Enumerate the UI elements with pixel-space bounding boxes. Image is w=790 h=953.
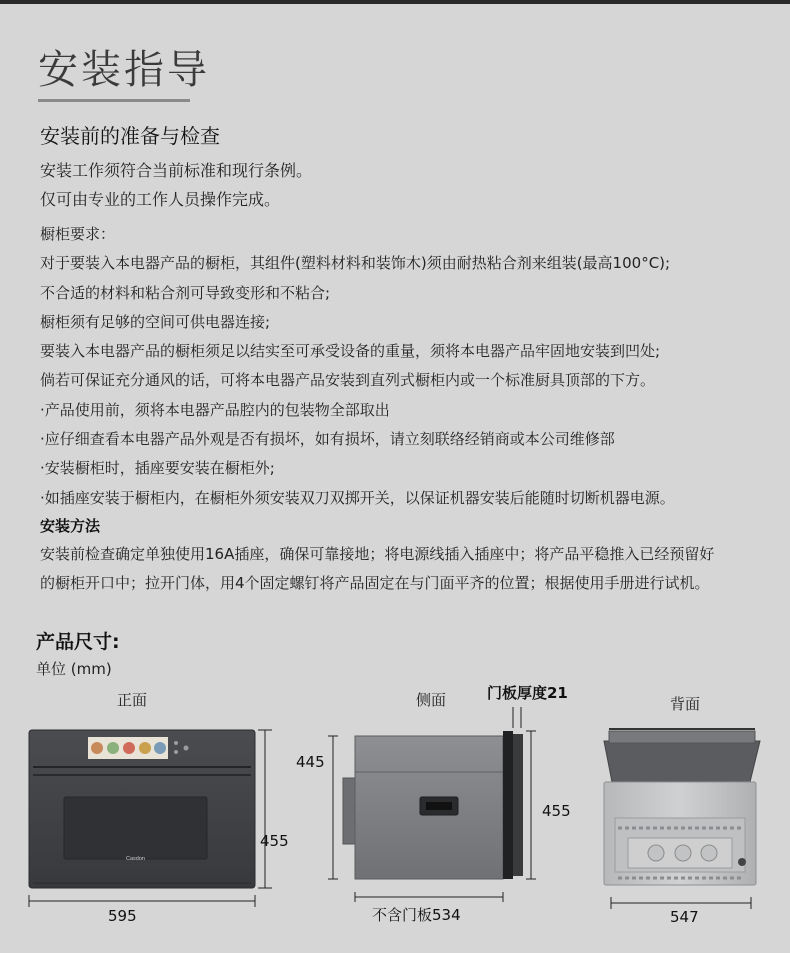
side-top-value: 445 [296,753,325,771]
req-line: 橱柜要求： [40,225,116,243]
intro-line: 安装工作须符合当前标准和现行条例。 [40,161,313,180]
method-line: 安装前检查确定单独使用16A插座，确保可靠接地；将电源线插入插座中；将产品平稳推入已经预留好 [40,545,715,563]
front-height-value: 455 [260,832,289,850]
section-heading-prep: 安装前的准备与检查 [40,124,220,148]
back-view-oven [604,729,760,885]
front-view-label: 正面 [117,691,148,709]
intro-line: 仅可由专业的工作人员操作完成。 [40,190,281,209]
front-view-oven [29,730,255,888]
page-title: 安装指导 [38,47,210,93]
req-line: 要装入本电器产品的橱柜须足以结实至可承受设备的重量，须将本电器产品牢固地安装到凹处; [40,342,661,361]
back-width-value: 547 [670,908,699,926]
req-line: 橱柜须有足够的空间可供电器连接; [40,312,271,331]
side-view-oven [343,731,523,879]
section-heading-method: 安装方法 [40,517,101,535]
req-line: 倘若可保证充分通风的话，可将本电器产品安装到直列式橱柜内或一个标准厨具顶部的下方。 [40,371,656,390]
req-line: ·安装橱柜时，插座要安装在橱柜外; [40,459,275,478]
door-thickness-label: 门板厚度21 [487,684,568,702]
req-line: ·如插座安装于橱柜内，在橱柜外须安装双刀双掷开关，以保证机器安装后能随时切断机器电源。 [40,488,675,507]
unit-label: 单位 (mm) [36,660,112,678]
front-width-value: 595 [108,907,137,925]
req-line: ·产品使用前，须将本电器产品腔内的包装物全部取出 [40,400,390,419]
side-depth-value: 不含门板534 [372,906,461,924]
side-view-label: 侧面 [416,691,447,709]
back-view-label: 背面 [670,695,701,713]
side-height-value: 455 [542,802,571,820]
brand-logo: Casdon [126,856,145,862]
method-line: 的橱柜开口中；拉开门体，用4个固定螺钉将产品固定在与门面平齐的位置；根据使用手册进行试机。 [40,574,710,592]
req-line: 不合适的材料和粘合剂可导致变形和不粘合; [40,283,331,302]
req-line: ·应仔细查看本电器产品外观是否有损坏，如有损坏，请立刻联络经销商或本公司维修部 [40,430,615,449]
req-line: 对于要装入本电器产品的橱柜，其组件(塑料材料和装饰木)须由耐热粘合剂来组装(最高100°C); [40,254,671,273]
dimensions-heading: 产品尺寸: [36,631,120,653]
